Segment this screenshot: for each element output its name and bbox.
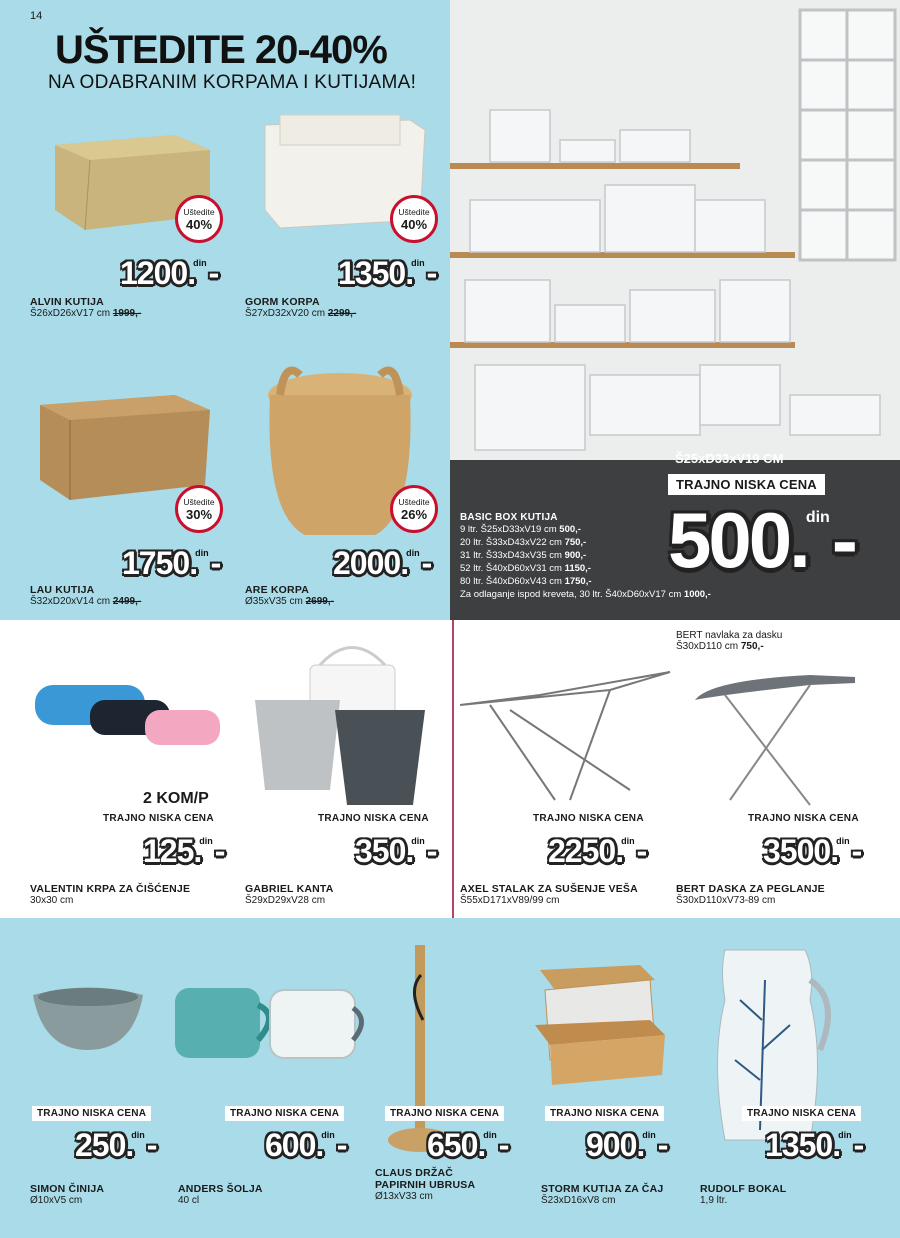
discount-badge: Uštedite 40% xyxy=(175,195,223,243)
page-number: 14 xyxy=(30,10,43,22)
mid-divider-line xyxy=(452,620,454,920)
jug-image xyxy=(700,940,840,1155)
product-info: ARE KORPA Ø35xV35 cm 2699,- xyxy=(245,584,334,607)
tnc-label: TRAJNO NISKA CENA xyxy=(742,1106,861,1121)
discount-badge: Uštedite 40% xyxy=(390,195,438,243)
tnc-label: TRAJNO NISKA CENA xyxy=(103,813,214,824)
tnc-label: TRAJNO NISKA CENA xyxy=(385,1106,504,1121)
product-info: AXEL STALAK ZA SUŠENJE VEŠA Š55xD171xV89/99 cm xyxy=(460,883,638,906)
tnc-label: TRAJNO NISKA CENA xyxy=(668,474,825,495)
product-info: VALENTIN KRPA ZA ČIŠĆENJE 30x30 cm xyxy=(30,883,191,906)
price-tag: 2250.$^{din}$- xyxy=(548,833,647,869)
price-tag: 2000.$^{din}$- xyxy=(333,545,432,581)
price-tag: 1350.$^{din}$- xyxy=(765,1127,864,1163)
price-tag: 125.$^{din}$- xyxy=(143,833,225,869)
big-price-tag: 500.$^{din}$- xyxy=(668,496,855,584)
bowl-image xyxy=(28,985,148,1060)
basic-box-size: Š25xD33xV19 CM xyxy=(675,451,784,466)
tnc-label: TRAJNO NISKA CENA xyxy=(225,1106,344,1121)
price-tag: 250.$^{din}$- xyxy=(75,1127,157,1163)
discount-badge: Uštedite 30% xyxy=(175,485,223,533)
product-info: BERT DASKA ZA PEGLANJE Š30xD110xV73-89 cm xyxy=(676,883,825,906)
price-tag: 3500.$^{din}$- xyxy=(763,833,862,869)
buckets-image xyxy=(245,640,435,810)
product-info: ANDERS ŠOLJA 40 cl xyxy=(178,1183,263,1206)
product-info: LAU KUTIJA Š32xD20xV14 cm 2499,- xyxy=(30,584,142,607)
product-info: SIMON ČINIJA Ø10xV5 cm xyxy=(30,1183,105,1206)
price-tag: 650.$^{din}$- xyxy=(427,1127,509,1163)
drying-rack-image xyxy=(460,660,675,825)
product-info: GORM KORPA Š27xD32xV20 cm 2299,- xyxy=(245,296,357,319)
tnc-label: TRAJNO NISKA CENA xyxy=(318,813,429,824)
product-info: CLAUS DRŽAČ PAPIRNIH UBRUSA Ø13xV33 cm xyxy=(375,1167,476,1202)
discount-badge: Uštedite 26% xyxy=(390,485,438,533)
price-tag: 1350.$^{din}$- xyxy=(338,255,437,291)
tea-box-image xyxy=(530,965,670,1095)
price-tag: 600.$^{din}$- xyxy=(265,1127,347,1163)
cloths-image xyxy=(30,680,230,765)
product-info: GABRIEL KANTA Š29xD29xV28 cm xyxy=(245,883,334,906)
tnc-label: TRAJNO NISKA CENA xyxy=(748,813,859,824)
product-info: ALVIN KUTIJA Š26xD26xV17 cm 1999,- xyxy=(30,296,142,319)
bert-cover-note: BERT navlaka za dasku Š30xD110 cm 750,- xyxy=(676,630,783,652)
headline: UŠTEDITE 20-40% xyxy=(55,28,387,72)
price-tag: 1750.$^{din}$- xyxy=(122,545,221,581)
price-tag: 900.$^{din}$- xyxy=(586,1127,668,1163)
basic-box-info: BASIC BOX KUTIJA 9 ltr. Š25xD33xV19 cm 500,- 20 ltr. Š33xD43xV22 cm 750,- 31 ltr. Š33xD43xV35 cm 900,- 52 ltr. Š40xD60xV31 cm 1150,- 80 ltr. Š40xD60xV43 cm 1750,- Za odlaganje ispod kreveta, 30 ltr. Š40xD60xV17 cm 1000,- xyxy=(460,512,711,600)
ironing-board-image xyxy=(690,665,870,815)
subheadline: NA ODABRANIM KORPAMA I KUTIJAMA! xyxy=(48,72,417,93)
product-info: RUDOLF BOKAL 1,9 ltr. xyxy=(700,1183,787,1206)
quantity-label: 2 KOM/P xyxy=(143,790,209,807)
tnc-label: TRAJNO NISKA CENA xyxy=(533,813,644,824)
product-info: STORM KUTIJA ZA ČAJ Š23xD16xV8 cm xyxy=(541,1183,664,1206)
price-tag: 350.$^{din}$- xyxy=(355,833,437,869)
tnc-label: TRAJNO NISKA CENA xyxy=(545,1106,664,1121)
mugs-image xyxy=(170,980,370,1070)
tnc-label: TRAJNO NISKA CENA xyxy=(32,1106,151,1121)
price-tag: 1200.$^{din}$- xyxy=(120,255,219,291)
